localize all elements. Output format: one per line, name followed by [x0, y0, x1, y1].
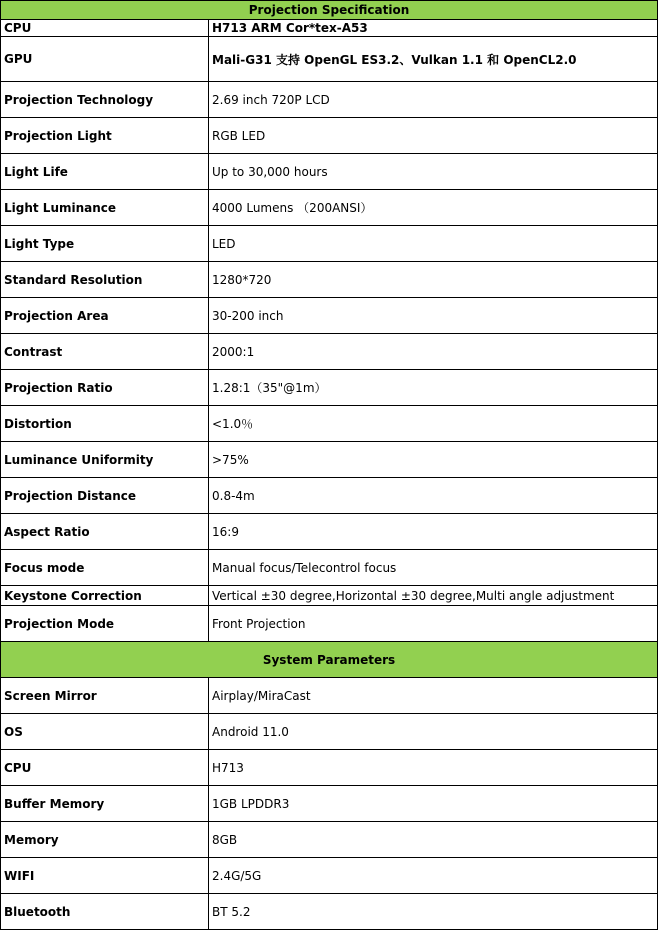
- spec-value: H713: [209, 750, 658, 786]
- spec-value: Airplay/MiraCast: [209, 678, 658, 714]
- spec-value: <1.0％: [209, 406, 658, 442]
- spec-key: Luminance Uniformity: [1, 442, 209, 478]
- spec-row-buffer-memory: [1, 786, 658, 822]
- spec-key: Aspect Ratio: [1, 514, 209, 550]
- spec-key: WIFI: [1, 858, 209, 894]
- spec-key: Distortion: [1, 406, 209, 442]
- spec-row-gpu: [1, 37, 658, 82]
- spec-value: 1.28:1（35"@1m）: [209, 370, 658, 406]
- spec-key: Screen Mirror: [1, 678, 209, 714]
- spec-value: 4000 Lumens （200ANSI）: [209, 190, 658, 226]
- spec-value: 1GB LPDDR3: [209, 786, 658, 822]
- spec-key: Memory: [1, 822, 209, 858]
- spec-row-memory: [1, 822, 658, 858]
- spec-row-contrast: [1, 334, 658, 370]
- spec-value: 2.69 inch 720P LCD: [209, 82, 658, 118]
- spec-value: 0.8-4m: [209, 478, 658, 514]
- spec-value: Front Projection: [209, 606, 658, 642]
- spec-row-keystone-correction: [1, 586, 658, 606]
- spec-row-projection-mode: [1, 606, 658, 642]
- spec-value: >75%: [209, 442, 658, 478]
- spec-value: 1280*720: [209, 262, 658, 298]
- spec-row-distortion: [1, 406, 658, 442]
- spec-value: RGB LED: [209, 118, 658, 154]
- spec-key: Projection Area: [1, 298, 209, 334]
- spec-value: Mali-G31 支持 OpenGL ES3.2、Vulkan 1.1 和 OpenCL2.0: [209, 37, 658, 82]
- spec-key: CPU: [1, 750, 209, 786]
- spec-key: CPU: [1, 20, 209, 37]
- projection-header-row: [1, 1, 658, 20]
- spec-row-light-life: [1, 154, 658, 190]
- spec-value: LED: [209, 226, 658, 262]
- spec-row-luminance-uniformity: [1, 442, 658, 478]
- spec-key: Contrast: [1, 334, 209, 370]
- spec-key: Light Life: [1, 154, 209, 190]
- spec-row-light-luminance: [1, 190, 658, 226]
- spec-row-projection-distance: [1, 478, 658, 514]
- spec-key: Buffer Memory: [1, 786, 209, 822]
- spec-key: Light Type: [1, 226, 209, 262]
- spec-row-projection-area: [1, 298, 658, 334]
- spec-row-os: [1, 714, 658, 750]
- spec-key: Focus mode: [1, 550, 209, 586]
- spec-row-bluetooth: [1, 894, 658, 930]
- spec-row-screen-mirror: [1, 678, 658, 714]
- spec-value: 2.4G/5G: [209, 858, 658, 894]
- spec-value: Android 11.0: [209, 714, 658, 750]
- spec-key: OS: [1, 714, 209, 750]
- spec-key: Standard Resolution: [1, 262, 209, 298]
- spec-row-projection-technology: [1, 82, 658, 118]
- spec-value: 2000:1: [209, 334, 658, 370]
- spec-key: GPU: [1, 37, 209, 82]
- spec-row-aspect-ratio: [1, 514, 658, 550]
- spec-value: H713 ARM Cor*tex-A53: [209, 20, 658, 37]
- spec-key: Projection Distance: [1, 478, 209, 514]
- spec-value: 8GB: [209, 822, 658, 858]
- system-header-row: [1, 642, 658, 678]
- spec-value: 16:9: [209, 514, 658, 550]
- spec-row-standard-resolution: [1, 262, 658, 298]
- spec-value: Manual focus/Telecontrol focus: [209, 550, 658, 586]
- spec-value: BT 5.2: [209, 894, 658, 930]
- spec-key: Projection Light: [1, 118, 209, 154]
- spec-key: Light Luminance: [1, 190, 209, 226]
- projection-section-header: Projection Specification: [1, 1, 658, 20]
- spec-value: Vertical ±30 degree,Horizontal ±30 degree,Multi angle adjustment: [209, 586, 658, 606]
- system-section-header: System Parameters: [1, 642, 658, 678]
- spec-key: Projection Mode: [1, 606, 209, 642]
- spec-row-wifi: [1, 858, 658, 894]
- spec-row-system-cpu: [1, 750, 658, 786]
- spec-row-projection-light: [1, 118, 658, 154]
- spec-key: Projection Ratio: [1, 370, 209, 406]
- spec-row-projection-ratio: [1, 370, 658, 406]
- spec-value: Up to 30,000 hours: [209, 154, 658, 190]
- spec-row-light-type: [1, 226, 658, 262]
- spec-row-cpu: [1, 20, 658, 37]
- spec-row-focus-mode: [1, 550, 658, 586]
- spec-key: Keystone Correction: [1, 586, 209, 606]
- spec-key: Projection Technology: [1, 82, 209, 118]
- spec-value: 30-200 inch: [209, 298, 658, 334]
- spec-key: Bluetooth: [1, 894, 209, 930]
